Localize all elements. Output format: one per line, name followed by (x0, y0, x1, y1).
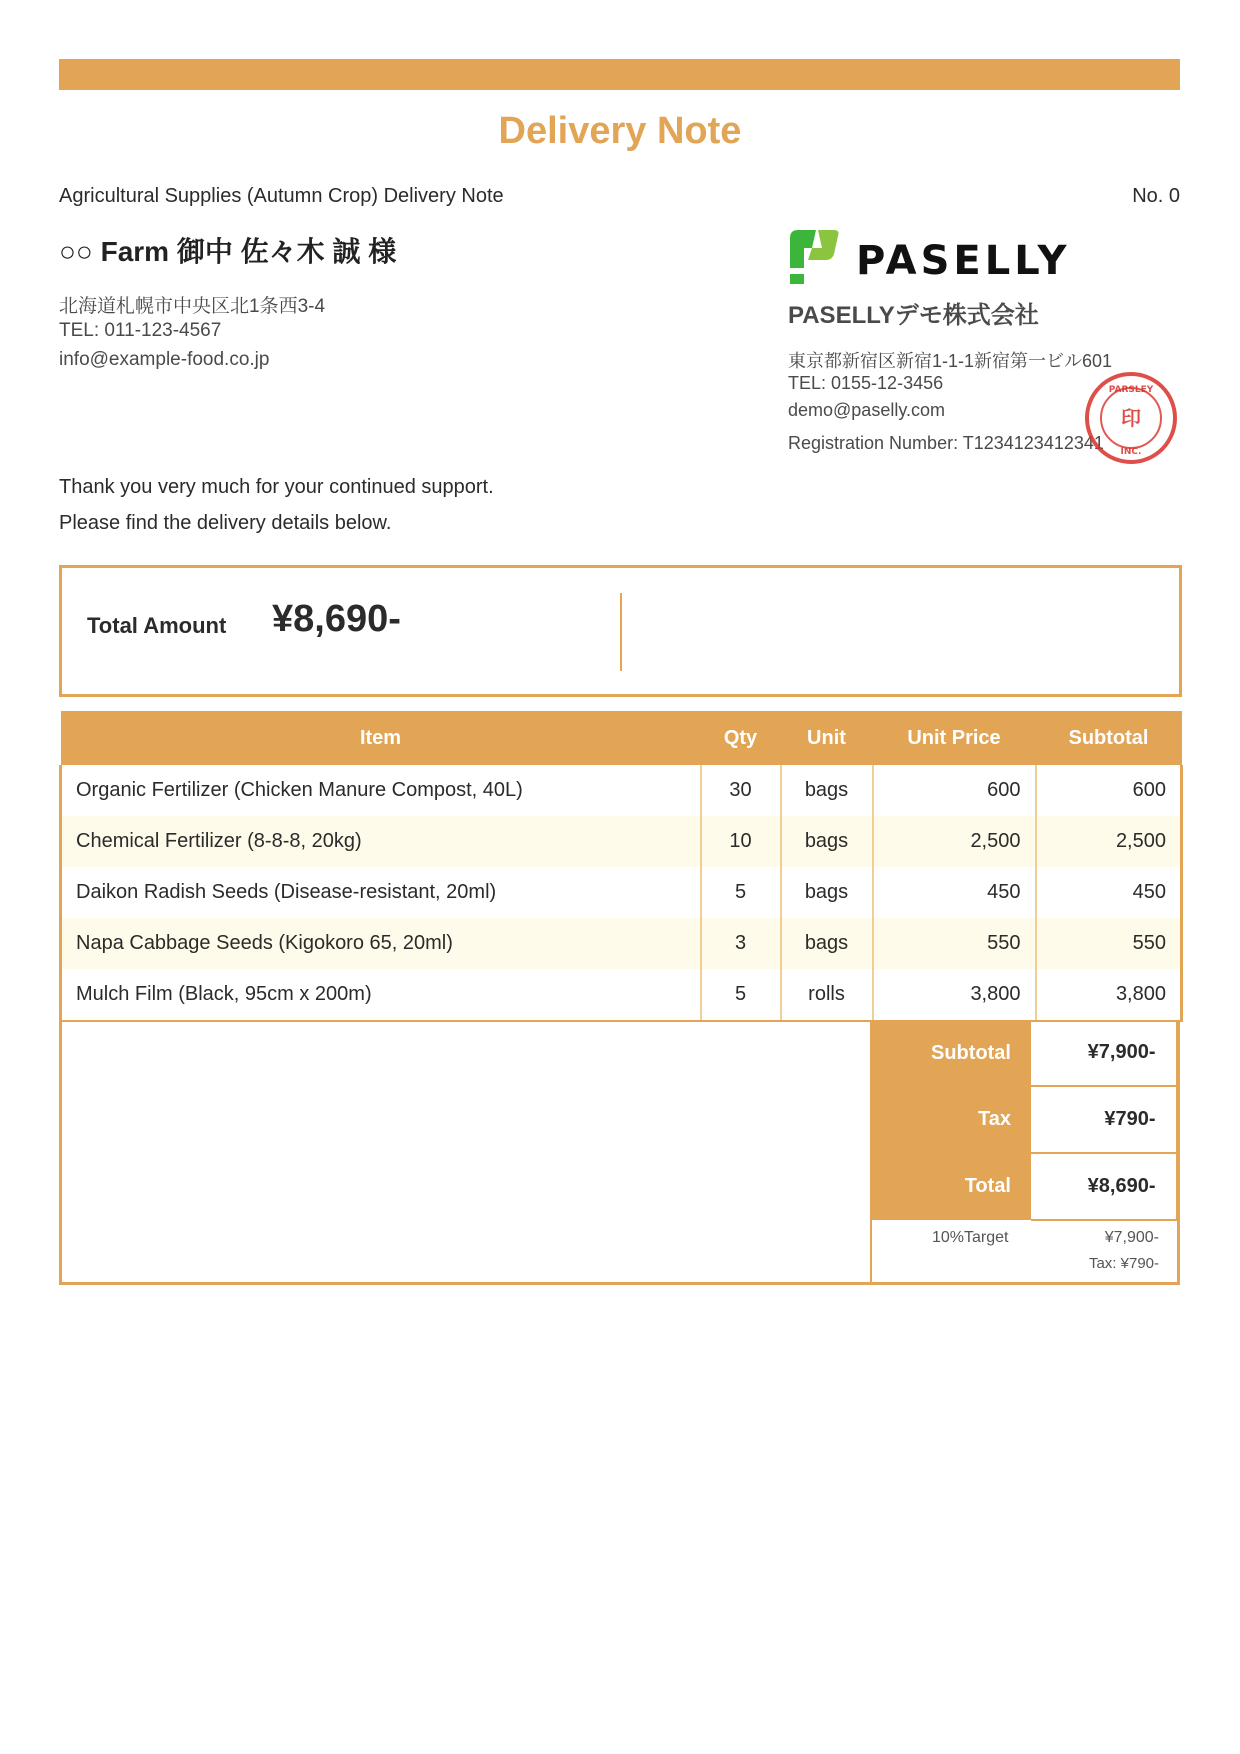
cell-unit-price: 2,500 (873, 816, 1036, 867)
cell-qty: 5 (701, 969, 781, 1021)
column-header-item: Item (61, 711, 701, 765)
customer-tel: TEL: 011-123-4567 (59, 320, 222, 341)
document-number: No. 0 (1132, 185, 1180, 207)
cell-unit: bags (781, 765, 873, 816)
registration-number: Registration Number: T1234123412341 (788, 433, 1104, 453)
company-name: PASELLYデモ株式会社 (788, 302, 1039, 329)
cell-subtotal: 3,800 (1036, 969, 1182, 1021)
cell-subtotal: 2,500 (1036, 816, 1182, 867)
total-box-divider (620, 593, 622, 671)
items-table (59, 711, 1183, 1022)
items-table-header (61, 711, 1182, 765)
summary-tax-label: Tax (870, 1086, 1031, 1153)
column-header-qty: Qty (701, 711, 781, 765)
company-logo (788, 228, 1088, 286)
column-header-subtotal: Subtotal (1036, 711, 1182, 765)
cell-item: Napa Cabbage Seeds (Kigokoro 65, 20ml) (61, 918, 701, 969)
greeting-line-1: Thank you very much for your continued support. (59, 476, 494, 498)
table-row (61, 969, 1182, 1021)
customer-address: 北海道札幌市中央区北1条西3-4 (59, 296, 326, 317)
table-row (61, 816, 1182, 867)
tax-rate-label: 10%Target (932, 1229, 1009, 1246)
customer-name: ○○ Farm 御中 佐々木 誠 様 (59, 236, 397, 267)
cell-item: Organic Fertilizer (Chicken Manure Compost, 40L) (61, 765, 701, 816)
document-title: Delivery Note (498, 110, 742, 152)
company-address: 東京都新宿区新宿1-1-1新宿第一ビル601 (788, 351, 1113, 371)
greeting-line-2: Please find the delivery details below. (59, 512, 392, 534)
cell-item: Daikon Radish Seeds (Disease-resistant, 20ml) (61, 867, 701, 918)
table-row (61, 918, 1182, 969)
cell-item: Mulch Film (Black, 95cm x 200m) (61, 969, 701, 1021)
cell-subtotal: 550 (1036, 918, 1182, 969)
summary-tax-value: ¥790- (1031, 1086, 1177, 1153)
summary-total-label: Total (870, 1153, 1031, 1220)
total-amount-label: Total Amount (87, 613, 227, 638)
summary-row-total (870, 1153, 1177, 1220)
cell-unit: bags (781, 918, 873, 969)
cell-subtotal: 450 (1036, 867, 1182, 918)
column-header-unit: Unit (781, 711, 873, 765)
total-amount-box (59, 565, 1182, 697)
logo-wordmark: PASELLY (856, 238, 1071, 284)
cell-subtotal: 600 (1036, 765, 1182, 816)
svg-text:PARSLEY: PARSLEY (1108, 385, 1154, 395)
summary-subtotal-value: ¥7,900- (1031, 1020, 1177, 1086)
summary-table (870, 1020, 1179, 1221)
cell-item: Chemical Fertilizer (8-8-8, 20kg) (61, 816, 701, 867)
cell-qty: 5 (701, 867, 781, 918)
cell-unit-price: 550 (873, 918, 1036, 969)
summary-row-tax (870, 1086, 1177, 1153)
document-subject: Agricultural Supplies (Autumn Crop) Delivery Note (59, 185, 504, 207)
total-amount-value: ¥8,690- (272, 598, 401, 640)
summary-total-value: ¥8,690- (1031, 1153, 1177, 1220)
tax-breakdown (870, 1217, 1179, 1282)
summary-row-subtotal (870, 1020, 1177, 1086)
svg-text:印: 印 (1121, 406, 1141, 430)
customer-email: info@example-food.co.jp (59, 349, 270, 370)
summary-subtotal-label: Subtotal (870, 1020, 1031, 1086)
cell-qty: 10 (701, 816, 781, 867)
company-tel: TEL: 0155-12-3456 (788, 373, 944, 393)
cell-unit: rolls (781, 969, 873, 1021)
cell-unit: bags (781, 867, 873, 918)
tax-rate-tax: Tax: ¥790- (1088, 1255, 1159, 1272)
column-header-unit-price: Unit Price (873, 711, 1036, 765)
header-accent-bar (59, 59, 1180, 90)
table-row (61, 765, 1182, 816)
tax-rate-amount: ¥7,900- (1104, 1229, 1159, 1246)
svg-text:INC.: INC. (1120, 447, 1142, 457)
cell-unit-price: 3,800 (873, 969, 1036, 1021)
cell-qty: 3 (701, 918, 781, 969)
table-row (61, 867, 1182, 918)
company-seal-stamp (1083, 370, 1179, 466)
cell-unit-price: 600 (873, 765, 1036, 816)
cell-qty: 30 (701, 765, 781, 816)
company-email: demo@paselly.com (788, 400, 945, 420)
cell-unit: bags (781, 816, 873, 867)
cell-unit-price: 450 (873, 867, 1036, 918)
